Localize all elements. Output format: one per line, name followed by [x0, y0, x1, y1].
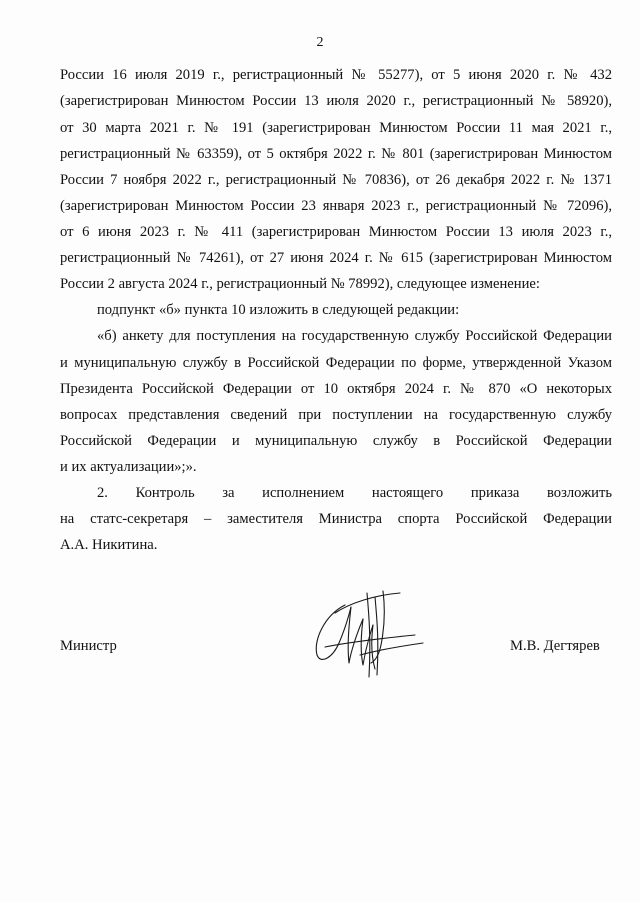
body-line: от 6 июня 2023 г. № 411 (зарегистрирован Минюстом России 13 июля 2023 г., [60, 224, 612, 240]
signatory-name: М.В. Дегтярев [510, 638, 600, 654]
body-line: России 16 июля 2019 г., регистрационный № 55277), от 5 июня 2020 г. № 432 [60, 67, 612, 83]
body-line: «б) анкету для поступления на государственную службу Российской Федерации [97, 328, 612, 344]
body-line: от 30 марта 2021 г. № 191 (зарегистрирован Минюстом России 11 мая 2021 г., [60, 120, 612, 136]
body-line: Российской Федерации и муниципальную службу в Российской Федерации [60, 433, 612, 449]
body-line: 2. Контроль за исполнением настоящего приказа возложить [97, 485, 612, 501]
body-line: и их актуализации»;». [60, 459, 197, 475]
body-line: регистрационный № 74261), от 27 июня 2024 г. № 615 (зарегистрирован Минюстом [60, 250, 612, 266]
body-line: России 2 августа 2024 г., регистрационный № 78992), следующее изменение: [60, 276, 540, 292]
body-line: вопросах представления сведений при поступлении на государственную службу [60, 407, 612, 423]
body-line: и муниципальную службу в Российской Федерации по форме, утвержденной Указом [60, 355, 612, 371]
handwritten-signature [305, 585, 430, 680]
body-line: А.А. Никитина. [60, 537, 158, 553]
body-line: (зарегистрирован Минюстом России 23 января 2023 г., регистрационный № 72096), [60, 198, 612, 214]
body-line: регистрационный № 63359), от 5 октября 2022 г. № 801 (зарегистрирован Минюстом [60, 146, 612, 162]
body-line: России 7 ноября 2022 г., регистрационный № 70836), от 26 декабря 2022 г. № 1371 [60, 172, 612, 188]
body-line: Президента Российской Федерации от 10 октября 2024 г. № 870 «О некоторых [60, 381, 612, 397]
body-line: (зарегистрирован Минюстом России 13 июля 2020 г., регистрационный № 58920), [60, 93, 612, 109]
body-line: подпункт «б» пункта 10 изложить в следующей редакции: [97, 302, 460, 318]
page-number: 2 [316, 35, 324, 50]
signatory-title: Министр [60, 638, 117, 654]
body-line: на статс-секретаря – заместителя Министра спорта Российской Федерации [60, 511, 612, 527]
